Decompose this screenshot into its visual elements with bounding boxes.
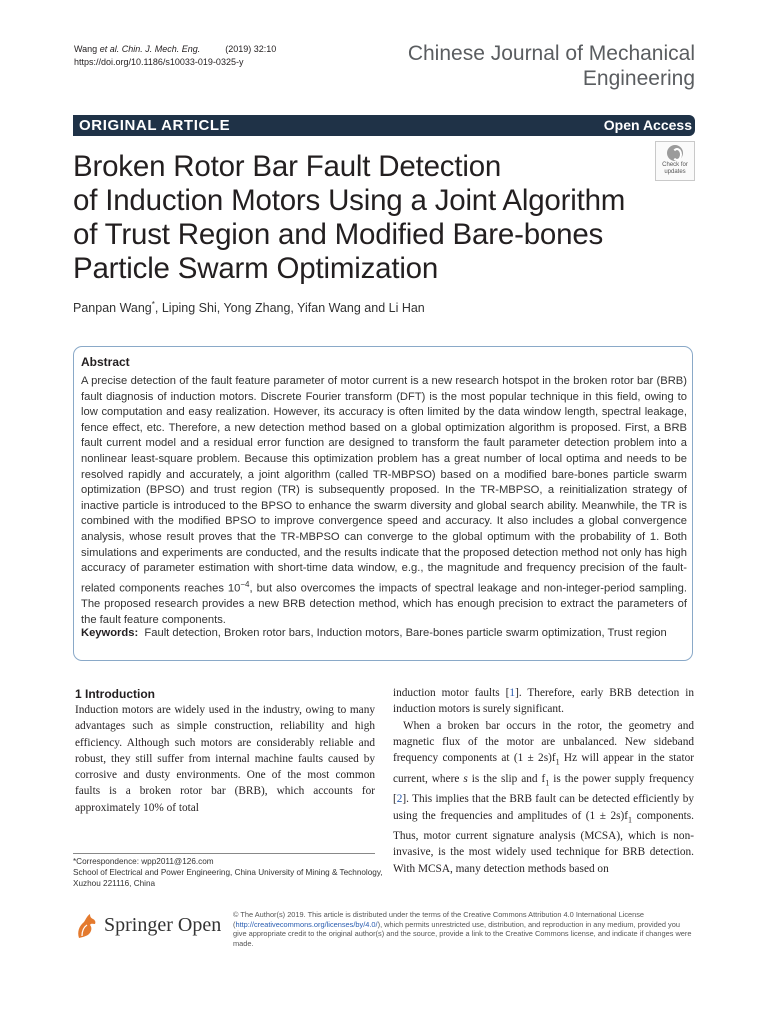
keywords bbox=[81, 626, 687, 642]
citation-line bbox=[74, 43, 276, 56]
text-run: ]. Therefore, early BRB detection in induction motors is surely significant. bbox=[393, 687, 694, 716]
springer-horse-icon bbox=[73, 912, 99, 940]
abstract-heading: Abstract bbox=[81, 355, 130, 369]
text-run: Hz will appear in the stator current, where bbox=[393, 752, 694, 785]
article-title bbox=[73, 150, 648, 286]
text-run: induction motor faults [ bbox=[393, 687, 510, 699]
citation-block bbox=[74, 43, 276, 69]
abstract-exponent: −4 bbox=[240, 579, 250, 589]
doi-link[interactable]: https://doi.org/10.1186/s10033-019-0325-y bbox=[74, 57, 244, 67]
right-column bbox=[393, 685, 694, 877]
title-line: of Trust Region and Modified Bare-bones bbox=[73, 218, 604, 251]
citation-ref-2[interactable]: 2 bbox=[396, 793, 403, 806]
title-line: Broken Rotor Bar Fault Detection bbox=[73, 150, 502, 183]
license-text: ), which permits unrestricted use, distribution, and reproduction in any medium, provided you give appropriate credit to the original author(s) and the source, provide a link to the Creative Commons license, and indicate if changes were made. bbox=[233, 919, 692, 948]
subscript: 1 bbox=[628, 814, 633, 824]
journal-name-line1: Chinese Journal of Mechanical bbox=[407, 42, 695, 65]
publisher-name: Springer bbox=[104, 914, 173, 936]
footnote bbox=[73, 856, 383, 889]
citation-volume: (2019) 32:10 bbox=[225, 44, 277, 54]
keywords-list: Fault detection, Broken rotor bars, Induction motors, Bare-bones particle swarm optimization, Trust region bbox=[144, 627, 667, 639]
subscript: 1 bbox=[555, 757, 560, 767]
correspondence-email[interactable]: *Correspondence: wpp2011@126.com bbox=[73, 857, 214, 866]
footnote-divider bbox=[73, 853, 375, 854]
license-notice bbox=[233, 910, 695, 948]
check-updates-icon bbox=[667, 145, 683, 161]
journal-name-line2: Engineering bbox=[582, 67, 695, 90]
right-paragraph-2 bbox=[393, 718, 694, 877]
abstract-text-part2: , but also overcomes the impacts of spectral leakage and non-integer-period sampling. The proposed research provides a new BRB detection method, which has enough precision to extract the parameters of the fault feature components. bbox=[81, 582, 687, 626]
open-access-label: Open Access bbox=[603, 117, 692, 133]
correspondence-mark: * bbox=[151, 300, 155, 309]
citation-ref-1[interactable]: 1 bbox=[509, 687, 516, 699]
title-line: Particle Swarm Optimization bbox=[73, 252, 439, 285]
text-run: components. Thus, motor current signature analysis (MCSA), which is non-invasive, is the most widely used technique for BRB detection. With MCSA, many detection methods based on bbox=[393, 809, 694, 875]
subscript: 1 bbox=[545, 777, 550, 787]
check-updates-line1: Check for bbox=[662, 162, 688, 168]
check-updates-line2: updates bbox=[664, 169, 686, 175]
title-line: of Induction Motors Using a Joint Algorithm bbox=[73, 184, 626, 217]
citation-authors: Wang bbox=[74, 44, 100, 54]
author-rest: , Liping Shi, Yong Zhang, Yifan Wang and Li Han bbox=[154, 301, 425, 316]
publisher-suffix: Open bbox=[177, 914, 222, 936]
abstract-text bbox=[81, 374, 687, 628]
check-for-updates-badge[interactable] bbox=[655, 141, 695, 181]
journal-name bbox=[408, 41, 695, 91]
keywords-label: Keywords: bbox=[81, 627, 139, 639]
license-text: © The Author(s) 2019. This article is distributed under the terms of the Creative Commons Attribution 4.0 International License ( bbox=[233, 910, 645, 929]
citation-journal: et al. Chin. J. Mech. Eng. bbox=[99, 44, 201, 54]
slip-symbol: s bbox=[463, 772, 468, 785]
text-run: is the slip and f bbox=[467, 772, 546, 785]
springer-wordmark bbox=[104, 913, 221, 937]
left-column-paragraph: Induction motors are widely used in the industry, owing to many advantages such as simple construction, reliability and high efficiency. Although such motors are considerably reliable and robust, they still suffer from internal machine faults caused by corrosive and dusty environments. One of the most common faults is a broken rotor bar (BRB), which accounts for approximately 10% of total bbox=[75, 704, 375, 814]
abstract-text-part1: A precise detection of the fault feature parameter of motor current is a new research hotspot in the broken rotor bar (BRB) fault diagnosis of induction motors. Discrete Fourier transform (DFT) is the most popular technique in this field, owing to low computation and easy realization. However, its accuracy is often limited by the data window length, spectral leakage, fence effect, etc. Therefore, a new detection method based on a global optimization algorithm is proposed. First, a BRB fault current model and a residual error function are designed to transform the fault parameter detection problem into a nonlinear least-square problem. Because this optimization problem has a great number of local optima and needs to be resolved rapidly and accurately, a joint algorithm (called TR-MBPSO) based on a modified bare-bones particle swarm optimization (BPSO) and trust region (TR) is subsequently proposed. In the TR-MBPSO, a reinitialization strategy of inactive particle is introduced to the BPSO to enhance the swarm diversity and global search ability. Meanwhile, the TR is combined with the modified BPSO to improve convergence speed and accuracy. It also includes a global convergence analysis, whose result proves that the TR-MBPSO can converge to the global optimum with the probability of 1. Both simulations and experiments are conducted, and the results indicate that the proposed detection method not only has high accuracy of parameter estimation with short-time data window, e.g., the magnitude and frequency precision of the fault-related components reaches 10 bbox=[81, 375, 687, 595]
article-type-label: ORIGINAL ARTICLE bbox=[79, 117, 231, 134]
author-list bbox=[73, 297, 425, 316]
license-url-link[interactable]: http://creativecommons.org/licenses/by/4.0/ bbox=[235, 919, 378, 929]
right-paragraph-1 bbox=[393, 685, 694, 718]
author-affiliation: School of Electrical and Power Engineering, China University of Mining & Technology, Xuzhou 221116, China bbox=[73, 868, 383, 888]
text-run: is the power supply frequency [ bbox=[393, 772, 694, 806]
section-heading-introduction: 1 Introduction bbox=[75, 687, 155, 701]
text-run: ]. This implies that the BRB fault can be detected efficiently by using the frequencies and amplitudes of (1 ± 2s)f bbox=[393, 793, 694, 822]
author-first[interactable]: Panpan Wang bbox=[73, 301, 152, 316]
text-run: When a broken bar occurs in the rotor, the geometry and magnetic flux of the motor are unbalanced. New sideband frequency components at (1 ± 2s)f bbox=[393, 719, 694, 765]
